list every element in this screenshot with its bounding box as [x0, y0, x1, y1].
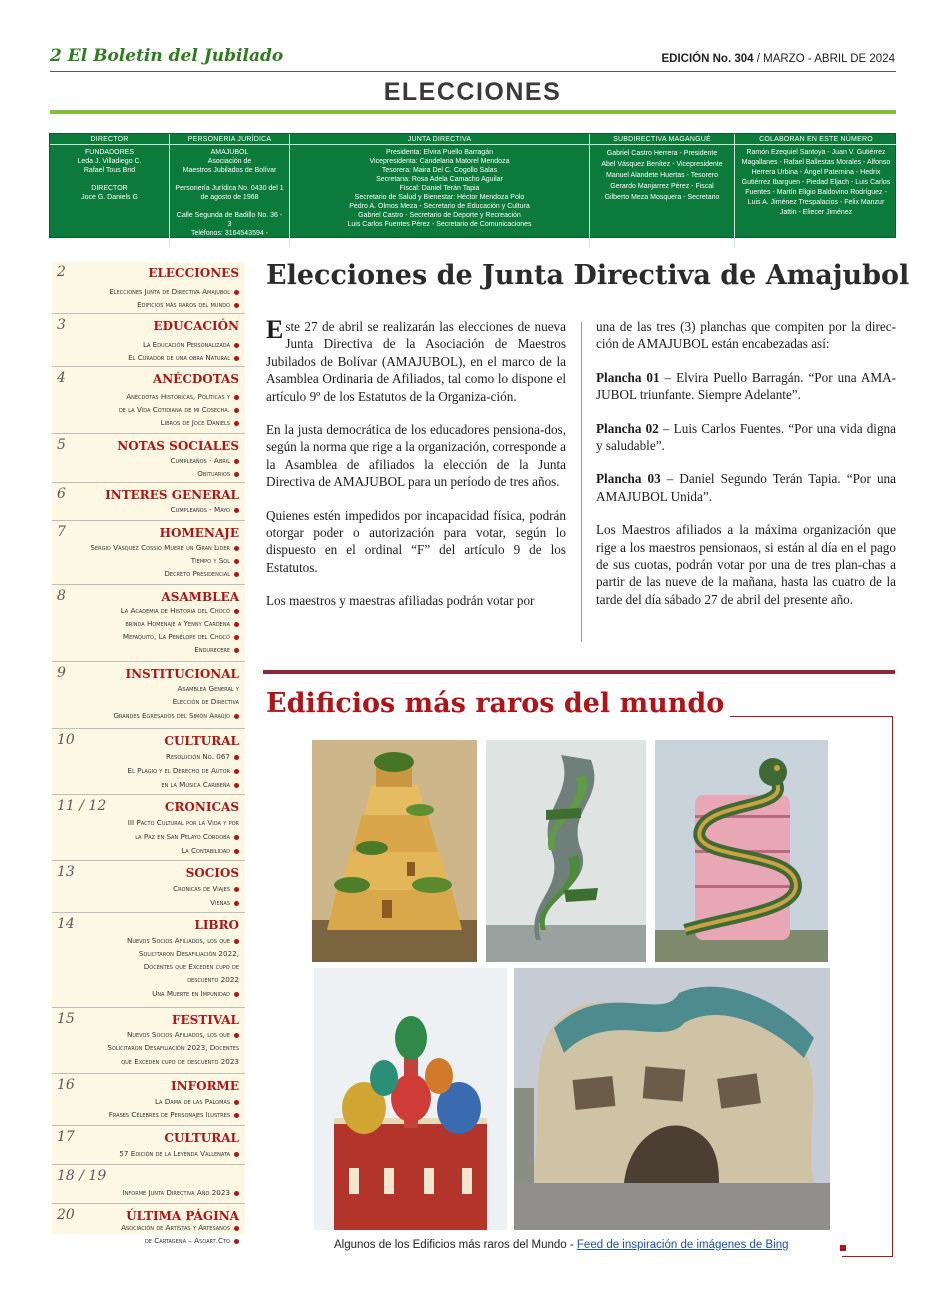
- index-section-title: ÚLTIMA PÁGINA: [126, 1209, 239, 1223]
- index-item[interactable]: Informe Junta Directiva Año 2023: [123, 1188, 239, 1197]
- bullet-icon: [234, 1033, 239, 1038]
- masthead-table: [49, 133, 896, 246]
- index-section[interactable]: [52, 315, 245, 367]
- index-section[interactable]: [52, 1127, 245, 1165]
- bullet-icon: [234, 992, 239, 997]
- index-section[interactable]: [52, 1009, 245, 1074]
- caption-text: Algunos de los Edificios más raros del Mundo -: [334, 1239, 577, 1251]
- caption-link[interactable]: Feed de inspiración de imágenes de Bing: [576, 1239, 789, 1251]
- index-section[interactable]: [52, 663, 245, 729]
- index-item[interactable]: Resolución No. 067: [166, 752, 239, 761]
- index-item[interactable]: El Curador de una obra Natural: [128, 353, 239, 362]
- masthead-body: FUNDADORES Leda J. Villadiego C. Rafael Tous Brid DIRECTOR Joce G. Daniels G: [77, 149, 142, 201]
- masthead-col-junta: [290, 134, 590, 247]
- publication-name: El Boletin del Jubilado: [67, 46, 284, 66]
- masthead-body: AMAJUBOL Asociación de Maestros Jubilados de Bolívar Personería Jurídica No. 0430 del 1 de agosto de 1968 Calle Segunda de Badillo No. 36 - 3 Teléfonos: 3164543594 - 3167417238: [175, 149, 284, 246]
- bullet-icon: [234, 1239, 239, 1244]
- index-section[interactable]: [52, 368, 245, 434]
- section-divider: [50, 110, 896, 114]
- index-page-number: 16: [57, 1077, 75, 1093]
- index-item[interactable]: Obituarios: [197, 469, 239, 478]
- masthead-heading: COLABORAN EN ESTE NÚMERO: [735, 134, 897, 145]
- bullet-icon: [234, 887, 239, 892]
- index-section[interactable]: [52, 586, 245, 662]
- index-item[interactable]: III Pacto Cultural por la Vida y por: [127, 818, 239, 827]
- plancha-label: Plancha 01: [596, 369, 660, 385]
- index-section-title: FESTIVAL: [171, 1013, 239, 1027]
- bullet-icon: [234, 849, 239, 854]
- index-page-number: 10: [57, 732, 75, 748]
- index-item[interactable]: de Cartagena – Asoart.Cto: [145, 1236, 239, 1245]
- index-section-title: SOCIOS: [185, 866, 239, 880]
- index-item[interactable]: Vienas: [210, 898, 239, 907]
- bullet-icon: [234, 1113, 239, 1118]
- index-page-number: 20: [57, 1207, 75, 1223]
- article-column-right: [596, 318, 896, 624]
- masthead-body: Presidenta: Elvira Puello Barragán Vicepresidenta: Candelaria Matorel Mendoza Tesorera: Maira Del C. Cogollo Salas Secretaria: Rosa Adela Camacho Aguilar Fiscal: Daniel Terán Tapia Secretario de Salud y Bienestar: Héctor Mendoza Polo Pedro A. Olmos Meza - Secretario de Educación y Cultura Gabriel Castro - Secretario de Deporte y Recreación Luis Carlos Fuentes Pérez - Secretario de Comunicaciones: [347, 149, 532, 228]
- index-section-title: CULTURAL: [164, 734, 239, 748]
- index-section-title: HOMENAJE: [159, 526, 239, 540]
- index-page-number: 17: [57, 1129, 75, 1145]
- article-paragraph: Este 27 de abril se realizarán las elecciones de nueva Junta Directiva de la Asociación de Maestros Jubilados de Bolívar (AMAJUBOL), en el marco de la Asamblea Ordinaria de Afiliados, tal como lo dispone el artículo 9º de los Estatutos de la Organiza-ción.: [266, 315, 566, 404]
- index-section-title: NOTAS SOCIALES: [117, 439, 239, 453]
- plancha-paragraph: Plancha 03 – Daniel Segundo Terán Tapia. “Por una AMAJUBOL Unida”.: [596, 471, 896, 504]
- index-item[interactable]: La Contabilidad: [181, 846, 239, 855]
- index-page-number: 15: [57, 1011, 75, 1027]
- contents-sidebar: [52, 262, 245, 1245]
- index-section-title: CULTURAL: [164, 1131, 239, 1145]
- article-paragraph: Los maestros y maestras afiliadas podrán votar por: [266, 593, 535, 609]
- bullet-icon: [234, 572, 239, 577]
- index-page-number: 4: [57, 370, 66, 386]
- index-item[interactable]: Nuevos Socios Afiliados, los que: [127, 936, 239, 945]
- bullet-icon: [234, 648, 239, 653]
- bullet-icon: [234, 459, 239, 464]
- index-item[interactable]: Cumpleaños - Mayo: [171, 505, 239, 514]
- bullet-icon: [234, 303, 239, 308]
- index-item[interactable]: Asamblea General y: [177, 684, 239, 693]
- index-section-title: ELECCIONES: [148, 266, 239, 280]
- index-section[interactable]: [52, 1205, 245, 1245]
- article-paragraph: Quienes estén impedidos por incapacidad física, podrán otorgar poder o autorización para votar, según lo dispuesto en el ordinal “F” del artículo 9 de los Estatutos.: [266, 507, 566, 575]
- index-item[interactable]: Nuevos Socios Afiliados, los que: [127, 1030, 239, 1039]
- article-title: Elecciones de Junta Directiva de Amajubol: [266, 260, 910, 291]
- article-column-left: [266, 315, 567, 626]
- masthead-heading: JUNTA DIRECTIVA: [290, 134, 589, 145]
- dragon-temple-photo: [655, 740, 828, 962]
- index-item[interactable]: La Educación Personalizada: [143, 340, 239, 349]
- index-item[interactable]: Solicitaron Desafiliación 2023, Docentes: [107, 1043, 239, 1052]
- index-item[interactable]: brinda Homenaje a Yenny Cardena: [125, 619, 239, 628]
- index-section[interactable]: [52, 522, 245, 585]
- bullet-icon: [234, 343, 239, 348]
- bullet-icon: [234, 783, 239, 788]
- masthead-col-colaboran: [735, 134, 897, 247]
- index-item[interactable]: Anécdotas Históricas, Políticas y: [126, 392, 239, 401]
- edition-info: [662, 53, 896, 65]
- index-page-number: 7: [57, 524, 66, 540]
- index-section-title: INSTITUCIONAL: [125, 667, 239, 681]
- index-item[interactable]: La Academia de Historia del Chocó: [121, 606, 239, 615]
- section-title: ELECCIONES: [383, 78, 562, 106]
- index-page-number: 18 / 19: [57, 1168, 107, 1184]
- index-page-number: 3: [57, 317, 66, 333]
- bullet-icon: [234, 472, 239, 477]
- bullet-icon: [234, 1191, 239, 1196]
- caption-bullet-icon: [840, 1245, 846, 1251]
- index-section[interactable]: [52, 914, 245, 1008]
- index-section[interactable]: [52, 484, 245, 521]
- page-number: 2: [50, 46, 62, 66]
- index-section[interactable]: [52, 1166, 245, 1204]
- index-item[interactable]: Tiempo y Sol: [191, 556, 239, 565]
- index-item[interactable]: Asociación de Artistas y Artesanos: [121, 1223, 239, 1232]
- article-divider: [263, 670, 895, 674]
- index-section-title: ANÉCDOTAS: [152, 372, 239, 386]
- bullet-icon: [234, 559, 239, 564]
- article-paragraph: Los Maestros afiliados a la máxima organización que rige a los maestros pensionaos, si están al día en el pago de sus cuotas, podrán votar por una de tres plan-chas a partir de las nueve de la mañana, hasta las cuatro de la tarde del día sábado 27 de abril del presente año.: [596, 522, 896, 607]
- frame-line: [842, 1256, 893, 1257]
- page-header-title: [50, 46, 283, 66]
- index-section[interactable]: [52, 1075, 245, 1126]
- bullet-icon: [234, 835, 239, 840]
- hanging-gardens-model-photo: [312, 740, 477, 962]
- index-section-title: EDUCACIÓN: [153, 319, 239, 333]
- masthead-body: Ramón Ezequiel Santoya - Juan V. Gutiérrez Magallanes - Rafael Ballestas Morales - Alfonso Herrera Urbina - Ángel Paternina - Hedrix Gutiérrez Ibarguen - Piedad Eljach - Luis Carlos Fuentes - Martín Eligio Baldovino Rodríguez - Luis A. Jiménez Trespalacios - Felix Manzur Jattin - Eliecer Jiménez: [741, 149, 891, 216]
- index-item[interactable]: 57 Edición de la Leyenda Vallenata: [119, 1149, 239, 1158]
- crooked-house-photo: [514, 968, 830, 1230]
- index-item[interactable]: Cumpleaños - Abril: [171, 456, 239, 465]
- index-item[interactable]: Solicitaron Desafiliación 2022,: [138, 949, 239, 958]
- index-item[interactable]: Frases Célebres de Personajes Ilustres: [109, 1110, 239, 1119]
- bullet-icon: [234, 356, 239, 361]
- bullet-icon: [234, 1226, 239, 1231]
- edition-date: / MARZO - ABRIL DE 2024: [753, 53, 895, 65]
- bullet-icon: [234, 421, 239, 426]
- index-section[interactable]: [52, 796, 245, 861]
- edition-number: EDICIÓN No. 304: [661, 53, 754, 65]
- index-item[interactable]: Docentes que Exceden cupo de: [143, 962, 239, 971]
- index-page-number: 11 / 12: [57, 798, 107, 814]
- bullet-icon: [234, 408, 239, 413]
- index-page-number: 5: [57, 437, 66, 453]
- bullet-icon: [234, 508, 239, 513]
- index-section-title: CRONICAS: [164, 800, 239, 814]
- bullet-icon: [234, 769, 239, 774]
- index-item[interactable]: Una Muerte en Impunidad: [152, 989, 239, 998]
- masthead-heading: PERSONERIA JURÍDICA: [170, 134, 289, 145]
- masthead-col-director: [50, 134, 170, 247]
- bullet-icon: [234, 622, 239, 627]
- index-item[interactable]: Elecciones Junta de Directiva Amajubol: [109, 287, 239, 296]
- masthead-body: Gabriel Castro Herrera - Presidente Abel Vásquez Benítez - Vicepresidente Manuel Alandete Huertas - Tesorero Gerardo Manjarrez Pérez - Fiscal Gilberto Meza Mosquera - Secretario: [601, 150, 723, 201]
- index-item[interactable]: Sergio Vásquez Cossio Muere un Gran Lider: [90, 543, 239, 552]
- bullet-icon: [234, 714, 239, 719]
- index-section[interactable]: [52, 435, 245, 483]
- bullet-icon: [234, 635, 239, 640]
- index-page-number: 9: [57, 665, 66, 681]
- index-section[interactable]: [52, 730, 245, 795]
- index-section[interactable]: [52, 262, 245, 314]
- index-section-title: LIBRO: [194, 918, 239, 932]
- article-title: Edificios más raros del mundo: [266, 688, 725, 719]
- st-basils-cathedral-photo: [314, 968, 507, 1230]
- bullet-icon: [234, 546, 239, 551]
- bullet-icon: [234, 1100, 239, 1105]
- article-paragraph: una de las tres (3) planchas que compiten por la direc-ción de AMAJUBOL están encabezadas así:: [596, 319, 896, 352]
- index-item[interactable]: Edificios más raros del mundo: [137, 300, 239, 309]
- index-section[interactable]: [52, 862, 245, 913]
- masthead-col-subdirectiva: [590, 134, 735, 247]
- index-item[interactable]: Mefaquito, La Penélope del Chocó: [123, 632, 239, 641]
- plancha-paragraph: Plancha 02 – Luis Carlos Fuentes. “Por una vida digna y saludable”.: [596, 420, 896, 454]
- index-section-title: INTERES GENERAL: [105, 488, 239, 502]
- plancha-label: Plancha 02: [596, 420, 659, 436]
- masthead-heading: SUBDIRECTIVA MAGANGUÉ: [590, 134, 734, 145]
- index-item[interactable]: La Dama de las Palomas: [155, 1097, 239, 1106]
- column-divider: [581, 322, 582, 642]
- bullet-icon: [234, 1152, 239, 1157]
- bullet-icon: [234, 395, 239, 400]
- bullet-icon: [234, 755, 239, 760]
- masthead-heading: DIRECTOR: [50, 134, 169, 145]
- bullet-icon: [234, 609, 239, 614]
- index-page-number: 14: [57, 916, 75, 932]
- index-item[interactable]: la Paz en San Pelayo Córdoba: [135, 832, 239, 841]
- index-section-title: INFORME: [171, 1079, 239, 1093]
- index-page-number: 8: [57, 588, 66, 604]
- bullet-icon: [234, 290, 239, 295]
- bullet-icon: [234, 939, 239, 944]
- frame-line: [730, 716, 892, 717]
- index-item[interactable]: en la Música Caribeña: [161, 780, 239, 789]
- plancha-paragraph: Plancha 01 – Elvira Puello Barragán. “Por una AMA-JUBOL triunfante. Siempre Adelante”.: [596, 369, 897, 403]
- photo-caption: [334, 1239, 789, 1251]
- index-section-title: ASAMBLEA: [161, 590, 239, 604]
- index-item[interactable]: Elección de Directiva: [172, 697, 239, 706]
- frame-line: [892, 716, 893, 1256]
- index-item[interactable]: Decreto Presidencial: [164, 569, 239, 578]
- article-paragraph: En la justa democrática de los educadores pensiona-dos, según la norma que rige a la organización, corresponde a la Asamblea de afiliados la elección de la Junta Directiva de AMAJUBOL para un período de tres años.: [266, 422, 567, 490]
- index-item[interactable]: Cronicas de Viajes: [173, 884, 239, 893]
- index-page-number: 13: [57, 864, 75, 880]
- index-item[interactable]: de la Vida Cotidiana de mi Cosecha.: [119, 405, 239, 414]
- index-item[interactable]: Grandes Egresados del Simón Araújo: [113, 711, 239, 720]
- plancha-label: Plancha 03: [596, 471, 661, 487]
- masthead-col-personeria: [170, 134, 290, 247]
- twisted-green-tower-photo: [486, 740, 646, 962]
- index-item[interactable]: descuento 2022: [187, 975, 239, 984]
- header-divider: [50, 71, 896, 72]
- index-item[interactable]: El Plagio y el Derecho de Autor: [128, 766, 239, 775]
- bullet-icon: [234, 901, 239, 906]
- drop-cap: E: [266, 315, 284, 344]
- index-item[interactable]: Endurecere: [194, 645, 239, 654]
- index-page-number: 2: [57, 264, 66, 280]
- index-page-number: 6: [57, 486, 66, 502]
- index-item[interactable]: que Exceden cupo de descuento 2023: [121, 1057, 239, 1066]
- index-item[interactable]: Libros de Joce Daniels: [161, 418, 239, 427]
